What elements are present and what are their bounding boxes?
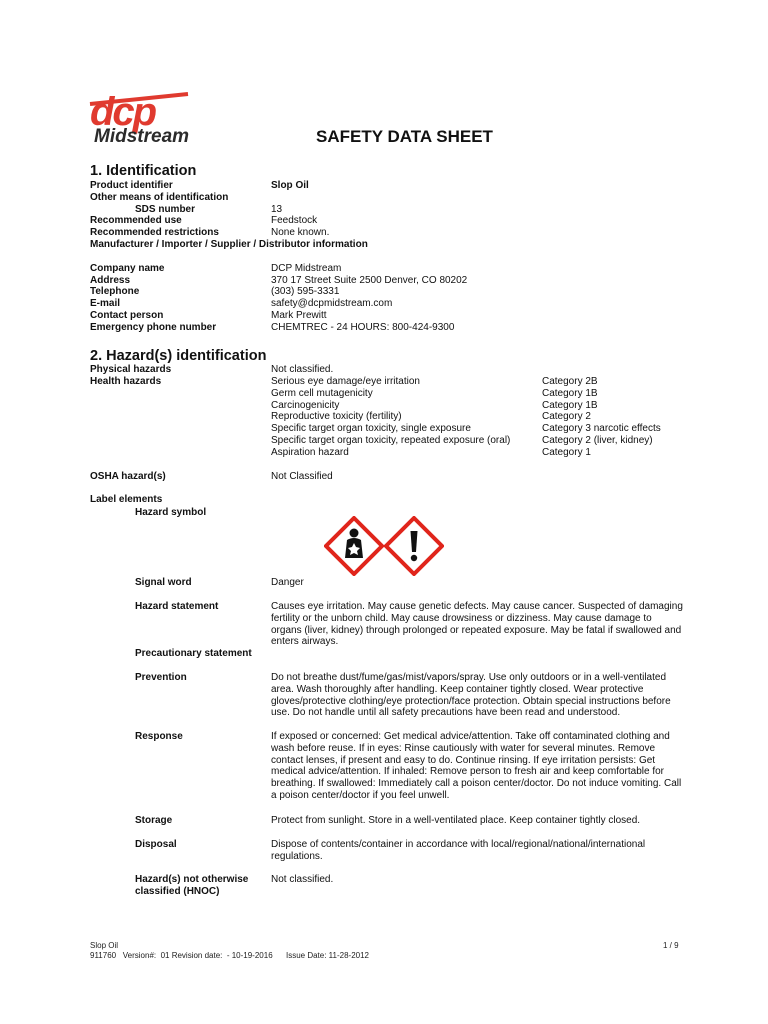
signal-word-value: Danger: [271, 577, 304, 588]
disposal-label: Disposal: [135, 839, 177, 850]
footer-product-name: Slop Oil: [90, 941, 119, 950]
health-hazard-name: Aspiration hazard: [271, 446, 349, 458]
footer-revision-info: 911760 Version#: 01 Revision date: - 10-19-2016 Issue Date: 11-28-2012: [90, 951, 369, 960]
identification-label: Product identifier: [90, 180, 173, 191]
section-2-heading: 2. Hazard(s) identification: [90, 348, 267, 364]
company-info-row: [90, 263, 690, 275]
health-hazard-name: Reproductive toxicity (fertility): [271, 411, 402, 423]
health-hazard-category: Category 2 (liver, kidney): [542, 435, 653, 446]
company-info-label: Contact person: [90, 310, 164, 321]
health-hazard-row: [90, 423, 690, 435]
health-hazard-name: Carcinogenicity: [271, 399, 340, 411]
health-hazard-row: [90, 447, 690, 459]
company-info-value: DCP Midstream: [271, 263, 342, 274]
company-info-row: [90, 286, 690, 298]
identification-label: Manufacturer / Importer / Supplier / Distributor information: [90, 239, 368, 250]
identification-label: SDS number: [135, 204, 196, 215]
company-info-row: [90, 310, 690, 322]
health-hazard-category: Category 1B: [542, 399, 598, 411]
physical-hazards-value: Not classified.: [271, 364, 334, 375]
identification-row: [90, 227, 690, 239]
health-hazard-name: Specific target organ toxicity, repeated exposure (oral): [271, 435, 511, 446]
health-hazard-name: Specific target organ toxicity, single exposure: [271, 423, 471, 435]
hnoc-value: Not classified.: [271, 874, 334, 885]
identification-row: [90, 215, 690, 227]
company-info-label: E-mail: [90, 298, 121, 309]
health-hazard-category: Category 2: [542, 411, 591, 423]
health-hazard-category: Category 3 narcotic effects: [542, 423, 661, 435]
osha-value: Not Classified: [271, 471, 333, 482]
identification-row: [90, 180, 690, 192]
health-hazards-label: Health hazards: [90, 376, 162, 387]
identification-label: Recommended restrictions: [90, 227, 219, 238]
identification-value: 13: [271, 204, 283, 215]
company-info-value: Mark Prewitt: [271, 310, 327, 321]
company-info-value: (303) 595-3331: [271, 286, 340, 297]
health-hazard-row: [90, 376, 690, 388]
disposal-text: Dispose of contents/container in accordance with local/regional/national/international regulations.: [271, 839, 646, 862]
signal-word-label: Signal word: [135, 577, 192, 588]
company-info-label: Address: [90, 275, 131, 286]
company-info-row: [90, 298, 690, 310]
identification-value: None known.: [271, 227, 330, 238]
health-hazard-row: [90, 411, 690, 423]
identification-row: [90, 239, 690, 251]
ghs-exclamation-mark-icon: [384, 516, 444, 576]
company-info-value: 370 17 Street Suite 2500 Denver, CO 80202: [271, 275, 468, 286]
document-title: SAFETY DATA SHEET: [316, 127, 493, 146]
company-info-label: Telephone: [90, 286, 140, 297]
osha-row: [90, 471, 690, 483]
identification-value: Slop Oil: [271, 180, 309, 191]
identification-value: Feedstock: [271, 215, 318, 226]
company-info-value: CHEMTREC - 24 HOURS: 800-424-9300: [271, 322, 455, 333]
identification-row: [90, 192, 690, 204]
storage-label: Storage: [135, 815, 173, 826]
ghs-health-hazard-icon: [324, 516, 384, 576]
health-hazard-name: Serious eye damage/eye irritation: [271, 376, 420, 387]
precautionary-statement-label: Precautionary statement: [135, 648, 252, 659]
svg-text:Midstream: Midstream: [94, 126, 190, 147]
company-info-label: Company name: [90, 263, 165, 274]
response-text: If exposed or concerned: Get medical advice/attention. Take off contaminated clothing and wash before reuse. If in eyes: Rinse cautiously with water for several minutes. Remove contact lenses, if present and easy to do. Continue rinsing. If eye irritation persists: Get medical advice/attention. If inhaled: Remove person to fresh air and keep comfortable for breathing. If swallowed: Immediately call a poison center/doctor. Do not induce vomiting. Call a poison center/doctor if you feel unwell.: [271, 731, 682, 801]
dcp-logo-icon: [88, 88, 198, 148]
health-hazard-category: Category 1B: [542, 387, 598, 399]
hazard-statement-text: Causes eye irritation. May cause genetic defects. May cause cancer. Suspected of damaging fertility or the unborn child. May cause drowsiness or dizziness. May cause damage to organs (liver, kidney) through prolonged or repeated exposure. May be fatal if swallowed and enters airways.: [271, 601, 683, 648]
identification-label: Recommended use: [90, 215, 182, 226]
company-info-row: [90, 322, 690, 334]
physical-hazards-row: [90, 364, 690, 376]
company-logo: [88, 88, 198, 148]
physical-hazards-label: Physical hazards: [90, 364, 172, 375]
company-info-label: Emergency phone number: [90, 322, 217, 333]
hnoc-label: Hazard(s) not otherwise classified (HNOC): [135, 874, 249, 897]
identification-label: Other means of identification: [90, 192, 229, 203]
response-label: Response: [135, 731, 183, 742]
label-elements-heading: Label elements: [90, 494, 163, 505]
health-hazard-row: [90, 435, 690, 447]
company-info-value: safety@dcpmidstream.com: [271, 298, 393, 309]
hazard-symbol-label: Hazard symbol: [135, 507, 207, 518]
prevention-label: Prevention: [135, 672, 187, 683]
prevention-text: Do not breathe dust/fume/gas/mist/vapors/spray. Use only outdoors or in a well-ventilated area. Wash thoroughly after handling. Keep container tightly closed. Wear protective gloves/protective clothing/eye protection/face protection. Obtain special instructions before use. Do not handle until all safety precautions have been read and understood.: [271, 672, 671, 719]
health-hazard-category: Category 1: [542, 446, 591, 458]
footer-page-number: 1 / 9: [663, 941, 679, 950]
health-hazard-row: [90, 400, 690, 412]
health-hazard-name: Germ cell mutagenicity: [271, 387, 373, 399]
svg-text:dcp: dcp: [90, 90, 156, 134]
osha-label: OSHA hazard(s): [90, 471, 166, 482]
hazard-statement-label: Hazard statement: [135, 601, 219, 612]
health-hazard-category: Category 2B: [542, 376, 598, 387]
storage-text: Protect from sunlight. Store in a well-ventilated place. Keep container tightly closed.: [271, 815, 641, 826]
health-hazard-row: [90, 388, 690, 400]
section-1-heading: 1. Identification: [90, 163, 197, 179]
